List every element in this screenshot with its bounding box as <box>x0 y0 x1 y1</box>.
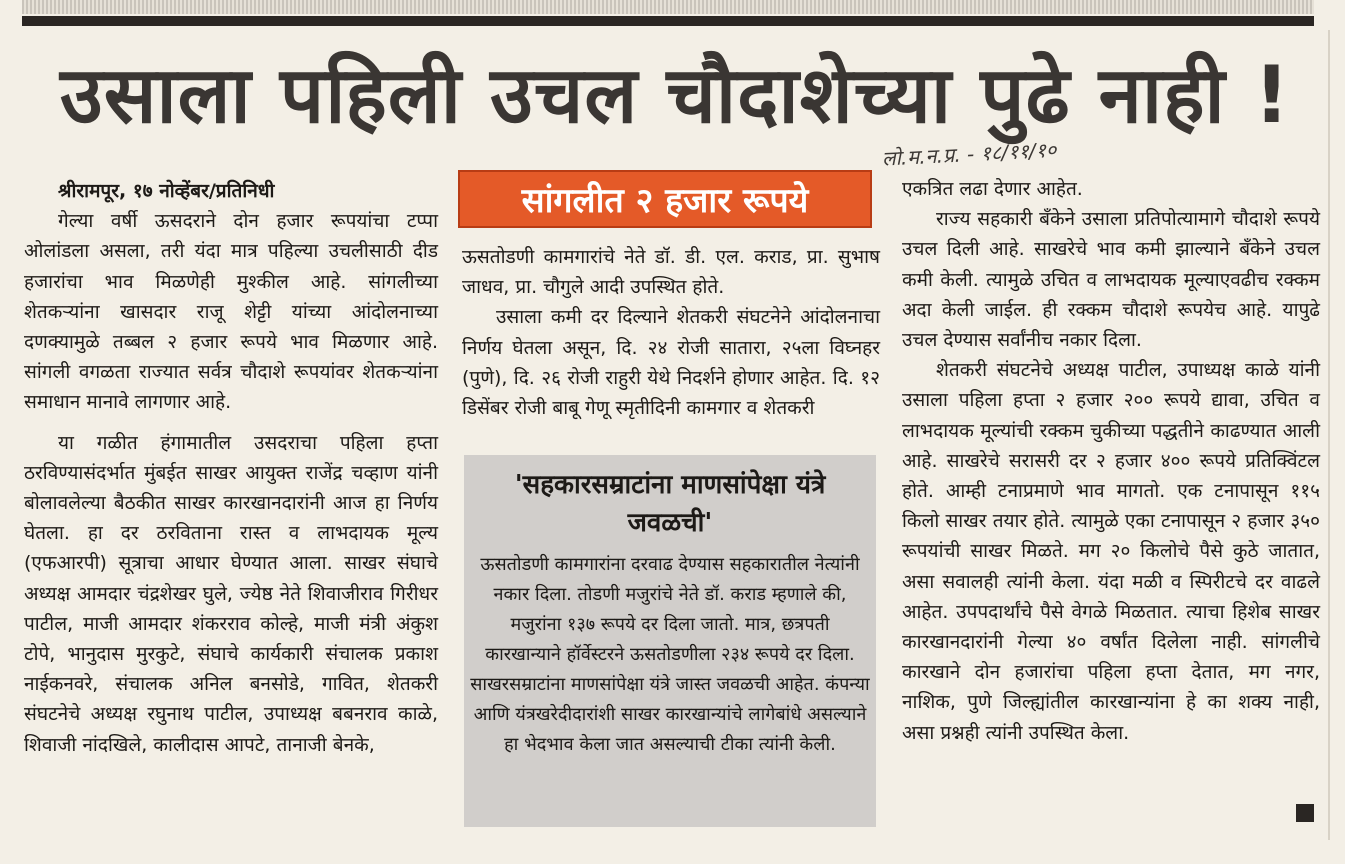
left-paragraph-1: गेल्या वर्षी ऊसदराने दोन हजार रूपयांचा टप्पा ओलांडला असला, तरी यंदा मात्र पहिल्या उचलीसाठी दीड हजारांचा भाव मिळणेही मुश्कील आहे. सांगलीच्या शेतकऱ्यांना खासदार राजू शेट्टी यांच्या आंदोलनाच्या दणक्यामुळे तब्बल २ हजार रूपये भाव मिळणार आहे. सांगली वगळता राज्यात सर्वत्र चौदाशे रूपयांवर शेतकऱ्यांना समाधान मानावे लागणार आहे. <box>24 210 438 414</box>
headline: उसाला पहिली उचल चौदाशेच्या पुढे नाही ! <box>60 51 1291 141</box>
right-column <box>902 174 1320 834</box>
sidebar-box-title: 'सहकारसम्राटांना माणसांपेक्षा यंत्रे जवळची' <box>514 470 826 538</box>
subhead-text: सांगलीत २ हजार रूपये <box>521 181 809 221</box>
top-border-shade <box>22 0 1314 14</box>
handwritten-note: लो.म.न.प्र. - १८/११/१० <box>881 137 1057 171</box>
right-paragraph-2: राज्य सहकारी बँकेने उसाला प्रतिपोत्यामागे चौदाशे रूपये उचल दिली आहे. साखरेचे भाव कमी झाल्याने बँकेने उचल कमी केली. त्यामुळे उचित व लाभदायक मूल्याएवढीच रक्कम अदा केली जाईल. ही रक्कम चौदाशे रूपयेच आहे. यापुढे उचल देण्यास सर्वांनीच नकार दिला. <box>902 208 1320 352</box>
right-edge-rule <box>1328 30 1330 840</box>
subhead-banner <box>458 170 872 228</box>
left-column <box>24 176 438 836</box>
dateline: श्रीरामपूर, १७ नोव्हेंबर/प्रतिनिधी <box>58 180 275 202</box>
middle-paragraph-1: ऊसतोडणी कामगारांचे नेते डॉ. डी. एल. कराड, प्रा. सुभाष जाधव, प्रा. चौगुले आदी उपस्थित होते. <box>462 246 880 299</box>
middle-paragraph-2: उसाला कमी दर दिल्याने शेतकरी संघटनेने आंदोलनाचा निर्णय घेतला असून, दि. २४ रोजी सातारा, २५ला विघ्नहर (पुणे), दि. २६ रोजी राहुरी येथे निदर्शने होणार आहेत. दि. १२ डिसेंबर रोजी बाबू गेणू स्मृतीदिनी कामगार व शेतकरी <box>462 306 880 420</box>
sidebar-box-text: ऊसतोडणी कामगारांना दरवाढ देण्यास सहकारातील नेत्यांनी नकार दिला. तोडणी मजुरांचे नेते डॉ. कराड म्हणाले की, मजुरांना १३७ रूपये दर दिला जातो. मात्र, छत्रपती कारखान्याने हॉर्वेस्टरने ऊसतोडणीला २३४ रूपये दर दिला. साखरसम्राटांना माणसांपेक्षा यंत्रे जास्त जवळची आहेत. कंपन्या आणि यंत्रखरेदीदारांशी साखर कारखान्यांचे लागेबांधे असल्याने हा भेदभाव केला जात असल्याची टीका त्यांनी केली. <box>470 554 870 755</box>
left-paragraph-2: या गळीत हंगामातील उसदराचा पहिला हप्ता ठरविण्यासंदर्भात मुंबईत साखर आयुक्त राजेंद्र चव्हाण यांनी बोलावलेल्या बैठकीत साखर कारखानदारांनी आज हा निर्णय घेतला. हा दर ठरविताना रास्त व लाभदायक मूल्य (एफआरपी) सूत्राचा आधार घेण्यात आला. साखर संघाचे अध्यक्ष आमदार चंद्रशेखर घुले, ज्येष्ठ नेते शिवाजीराव गिरीधर पाटील, माजी आमदार शंकरराव कोल्हे, माजी मंत्री अंकुश टोपे, भानुदास मुरकुटे, संघाचे कार्यकारी संचालक प्रकाश नाईकनवरे, संचालक अनिल बनसोडे, गावित, शेतकरी संघटनेचे अध्यक्ष रघुनाथ पाटील, उपाध्यक्ष बबनराव काळे, शिवाजी नांदखिले, कालीदास आपटे, तानाजी बेनके, <box>24 431 438 756</box>
end-mark-square <box>1296 804 1314 822</box>
middle-column <box>462 242 880 454</box>
right-paragraph-1: एकत्रित लढा देणार आहेत. <box>902 178 1083 200</box>
top-border-rule <box>22 16 1314 26</box>
right-paragraph-3: शेतकरी संघटनेचे अध्यक्ष पाटील, उपाध्यक्ष काळे यांनी उसाला पहिला हप्ता २ हजार २०० रूपये द्यावा, उचित व लाभदायक मूल्यांची रक्कम चुकीच्या पद्धतीने काढण्यात आली आहे. साखरेचे सरासरी दर २ हजार ४०० रूपये प्रतिक्विंटल होते. आम्ही टनाप्रमाणे भाव मागतो. एक टनापासून ११५ किलो साखर तयार होते. त्यामुळे एका टनापासून २ हजार ३५० रूपयांची साखर मिळते. मग २० किलोचे पैसे कुठे जातात, असा सवालही त्यांनी केला. यंदा मळी व स्पिरीटचे दर वाढले आहेत. उपपदार्थांचे पैसे वेगळे मिळतात. त्याचा हिशेब साखर कारखानदारांनी गेल्या ४० वर्षांत दिलेला नाही. सांगलीचे कारखाने दोन हजारांचा पहिला हप्ता देतात, मग नगर, नाशिक, पुणे जिल्ह्यांतील कारखान्यांना हे का शक्य नाही, असा प्रश्नही त्यांनी उपस्थित केला. <box>902 359 1320 744</box>
